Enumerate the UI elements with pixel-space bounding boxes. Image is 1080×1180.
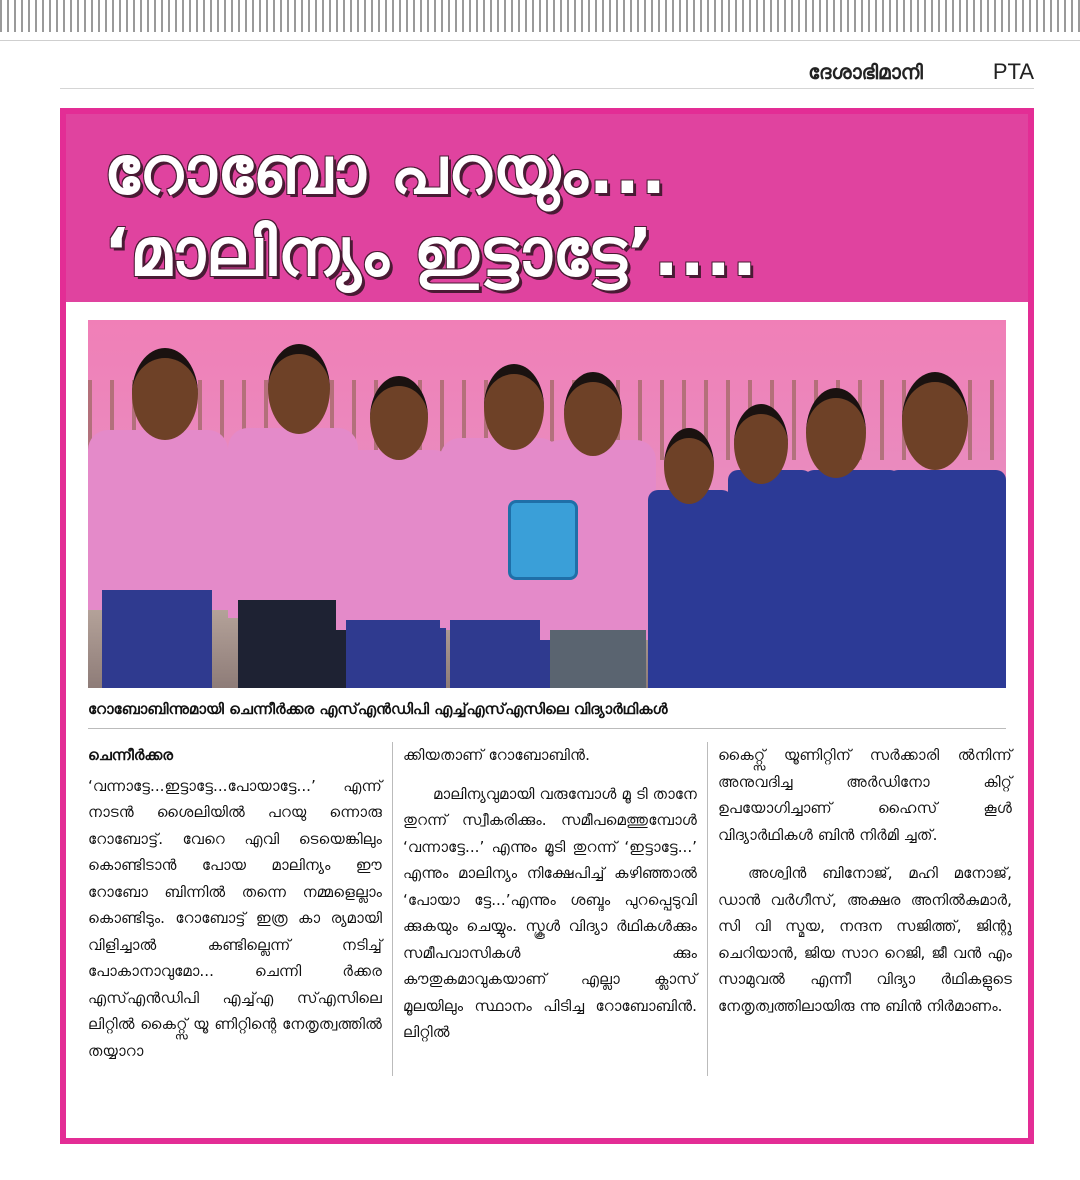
paragraph: അശ്വിൻ ബിനോജ്, മഹി മനോജ്, ഡാൻ വർഗീസ്, അക്ഷര അനിൽകുമാർ, സി വി സ്മയ, നന്ദന സജിത്ത്, ജിന്റു ചെറിയാൻ, ജിയ സാറ റെജി, ജീ വൻ എം സാമുവൽ എന്നീ വിദ്യാ ർഥികളുടെ നേതൃത്വത്തിലായിരു ന്നു ബിൻ നിർമാണം.: [718, 864, 1012, 1015]
student-tunic: [728, 470, 812, 688]
student-pants: [550, 630, 646, 688]
photo-caption: റോബോബിന്നുമായി ചെന്നീർക്കര എസ്എൻഡിപി എച്ച്എസ്എസിലെ വിദ്യാർഥികൾ: [88, 700, 1006, 729]
article-photo: [88, 320, 1006, 688]
student-shirt: [336, 450, 454, 630]
student-pants: [238, 600, 348, 688]
student-head: [132, 348, 198, 440]
student-head: [370, 376, 428, 460]
article-column-1: [88, 742, 382, 1076]
student-head: [806, 388, 866, 478]
headline-line-2: ‘മാലിന്യം ഇട്ടാട്ടേ’....: [104, 214, 758, 291]
page-header: [60, 56, 1034, 89]
student-pants: [450, 620, 550, 688]
student-head: [734, 404, 788, 484]
student-pants: [102, 590, 212, 688]
newspaper-name: ദേശാഭിമാനി: [808, 60, 923, 84]
article-column-2: [392, 742, 697, 1076]
student-tunic: [804, 470, 900, 688]
student-head: [484, 364, 544, 450]
dateline: ചെന്നീർക്കര: [88, 746, 174, 764]
student-head: [268, 344, 330, 434]
student-tunic: [648, 490, 732, 688]
article-frame: [60, 108, 1034, 1144]
paragraph: ‘വന്നാട്ടേ...ഇട്ടാട്ടേ...പോയാട്ടേ...’ എന്ന് നാടൻ ശൈലിയിൽ പറയു ന്നൊരു റോബോട്ട്. വേറെ എവി ടെയെങ്കിലും കൊണ്ടിടാൻ പോയ മാലിന്യം ഈ റോബോ ബിന്നിൽ തന്നെ നമ്മളെല്ലാം കൊണ്ടിടും. റോബോട്ട് ഇത്ര കാ ര്യമായി വിളിച്ചാൽ കണ്ടില്ലെന്ന് നടിച്ച് പോകാനാവുമോ... ചെന്നി ർക്കര എസ്എൻഡിപി എച്ച്എ സ്എസിലെ ലിറ്റിൽ കൈറ്റ്സ് യൂ ണിറ്റിന്റെ നേതൃത്വത്തിൽ തയ്യാറാ: [88, 776, 382, 1060]
scan-edge-ruler: [0, 0, 1080, 41]
paragraph: ക്കിയതാണ് റോബോബിൻ.: [403, 746, 590, 764]
paragraph: കൈറ്റ്സ് യൂണിറ്റിന് സർക്കാരി ൽനിന്ന് അനുവദിച്ച അർഡിനോ കിറ്റ് ഉപയോഗിച്ചാണ് ഹൈസ് കൂൾ വിദ്യാർഥികൾ ബിൻ നിർമി ച്ചത്.: [718, 746, 1012, 844]
student-tunic: [888, 470, 1006, 688]
edition-label: PTA: [992, 59, 1034, 84]
student-head: [664, 428, 714, 504]
article-column-3: [707, 742, 1012, 1076]
headline-band: [66, 114, 1028, 310]
student-head: [564, 372, 622, 456]
student-pants: [346, 620, 446, 688]
student-head: [902, 372, 968, 470]
student-shirt: [88, 430, 228, 610]
article-body: [88, 742, 1012, 1076]
headline: [104, 130, 1008, 294]
paragraph: മാലിന്യവുമായി വരുമ്പോൾ മൂ ടി താനേ തുറന്ന് സ്വീകരിക്കും. സമീപമെത്തുമ്പോൾ ‘വന്നാട്ടേ...’ എന്നും മൂടി തുറന്ന് ‘ഇട്ടാട്ടേ...’ എന്നും മാലിന്യം നിക്ഷേപിച്ച് കഴിഞ്ഞാൽ ‘പോയാ ട്ടേ...’എന്നും ശബ്ദം പുറപ്പെടുവി ക്കുകയും ചെയ്യും. സ്കൂൾ വിദ്യാ ർഥികൾക്കും സമീപവാസികൾ ക്കും കൗതുകമാവുകയാണ് എല്ലാ ക്ലാസ് മൂലയിലും സ്ഥാനം പിടിച്ച റോബോബിൻ. ലിറ്റിൽ: [403, 784, 697, 1041]
robo-bin: [508, 500, 578, 580]
headline-line-1: റോബോ പറയും...: [104, 132, 667, 209]
